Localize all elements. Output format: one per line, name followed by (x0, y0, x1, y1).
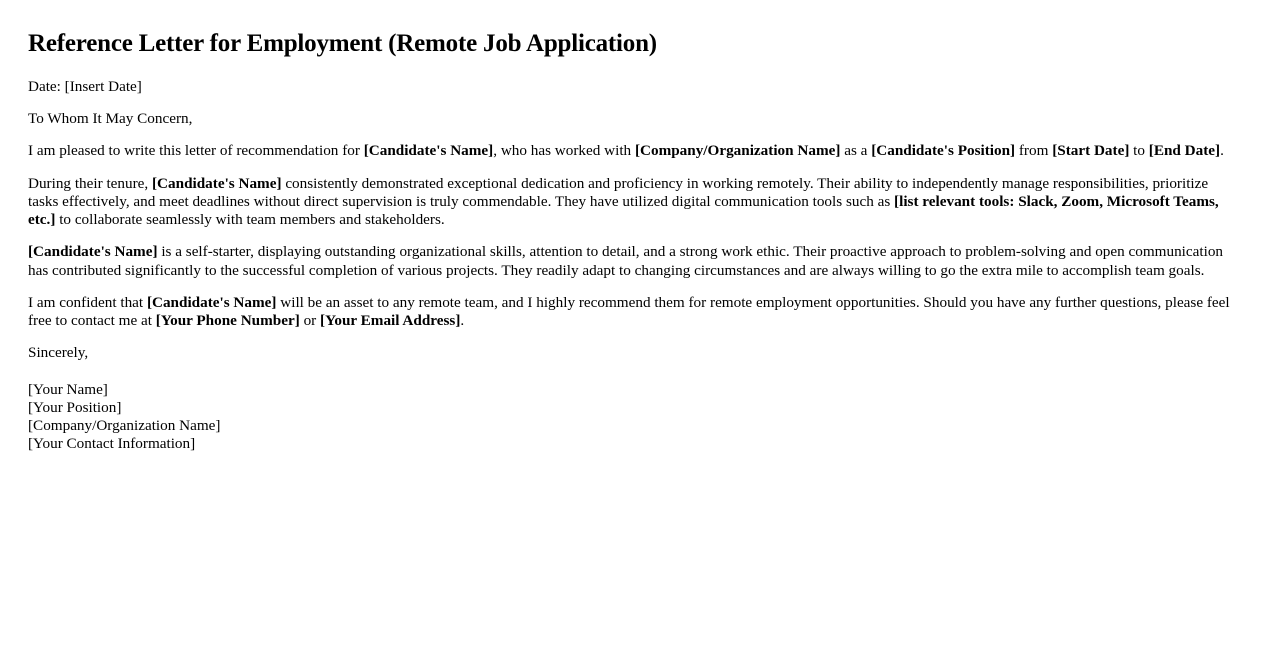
placeholder-field: [End Date] (1148, 142, 1221, 160)
placeholder-field: [Company/Organization Name] (634, 142, 841, 160)
date-line: Date: [Insert Date] (28, 78, 142, 95)
paragraph-qualities (28, 243, 1242, 279)
placeholder-field: [Candidate's Position] (871, 142, 1016, 160)
text-run: to collaborate seamlessly with team members and stakeholders. (55, 211, 445, 229)
text-run: . (1220, 142, 1224, 160)
text-run: from (1015, 142, 1053, 160)
placeholder-field: [Candidate's Name] (152, 174, 282, 192)
placeholder-field: [Start Date] (1052, 142, 1130, 160)
paragraph-tenure (28, 175, 1242, 230)
signature-block (28, 381, 1242, 454)
text-run: will be an asset to any remote team, and I highly recommend them for remote employment opportunities. Should you have any further questions, please feel free to contact me at (28, 293, 1230, 330)
text-run: , who has worked with (493, 142, 635, 160)
text-run: as a (840, 142, 872, 160)
placeholder-field: [Your Email Address] (320, 312, 461, 330)
text-run: During their tenure, (28, 174, 152, 192)
body-paragraphs (28, 142, 1242, 330)
text-run: to (1129, 142, 1149, 160)
paragraph-intro (28, 142, 1242, 160)
salutation: To Whom It May Concern, (28, 110, 193, 128)
placeholder-field: [list relevant tools: Slack, Zoom, Microsoft Teams, etc.] (28, 192, 1219, 229)
paragraph-recommendation (28, 294, 1242, 330)
closing-line: Sincerely, (28, 344, 89, 362)
placeholder-field: [Candidate's Name] (363, 142, 494, 160)
placeholder-field: [Your Phone Number] (155, 312, 300, 330)
signature-line: [Your Name] (28, 380, 108, 398)
text-run: I am pleased to write this letter of recommendation for (28, 142, 364, 160)
text-run: or (299, 312, 321, 330)
placeholder-field: [Candidate's Name] (146, 293, 277, 311)
text-run: . (460, 312, 465, 330)
signature-line: [Your Position] (28, 398, 122, 416)
page-title: Reference Letter for Employment (Remote Job Application) (28, 30, 657, 57)
signature-line: [Company/Organization Name] (28, 417, 221, 435)
placeholder-field: [Candidate's Name] (28, 243, 158, 261)
text-run: is a self-starter, displaying outstanding organizational skills, attention to detail, and a strong work ethic. Their proactive approach to problem-solving and open communication has contributed significantly to the successful completion of various projects. They readily adapt to changing circumstances and are always willing to go the extra mile to accomplish team goals. (28, 243, 1224, 279)
signature-line: [Your Contact Information] (28, 435, 196, 453)
text-run: I am confident that (28, 293, 147, 311)
text-run: consistently demonstrated exceptional dedication and proficiency in working remotely. Their ability to independently manage responsibilities, prioritize tasks effectively, and meet deadlines without direct supervision is truly commendable. They have utilized digital communication tools such as (28, 174, 1209, 210)
